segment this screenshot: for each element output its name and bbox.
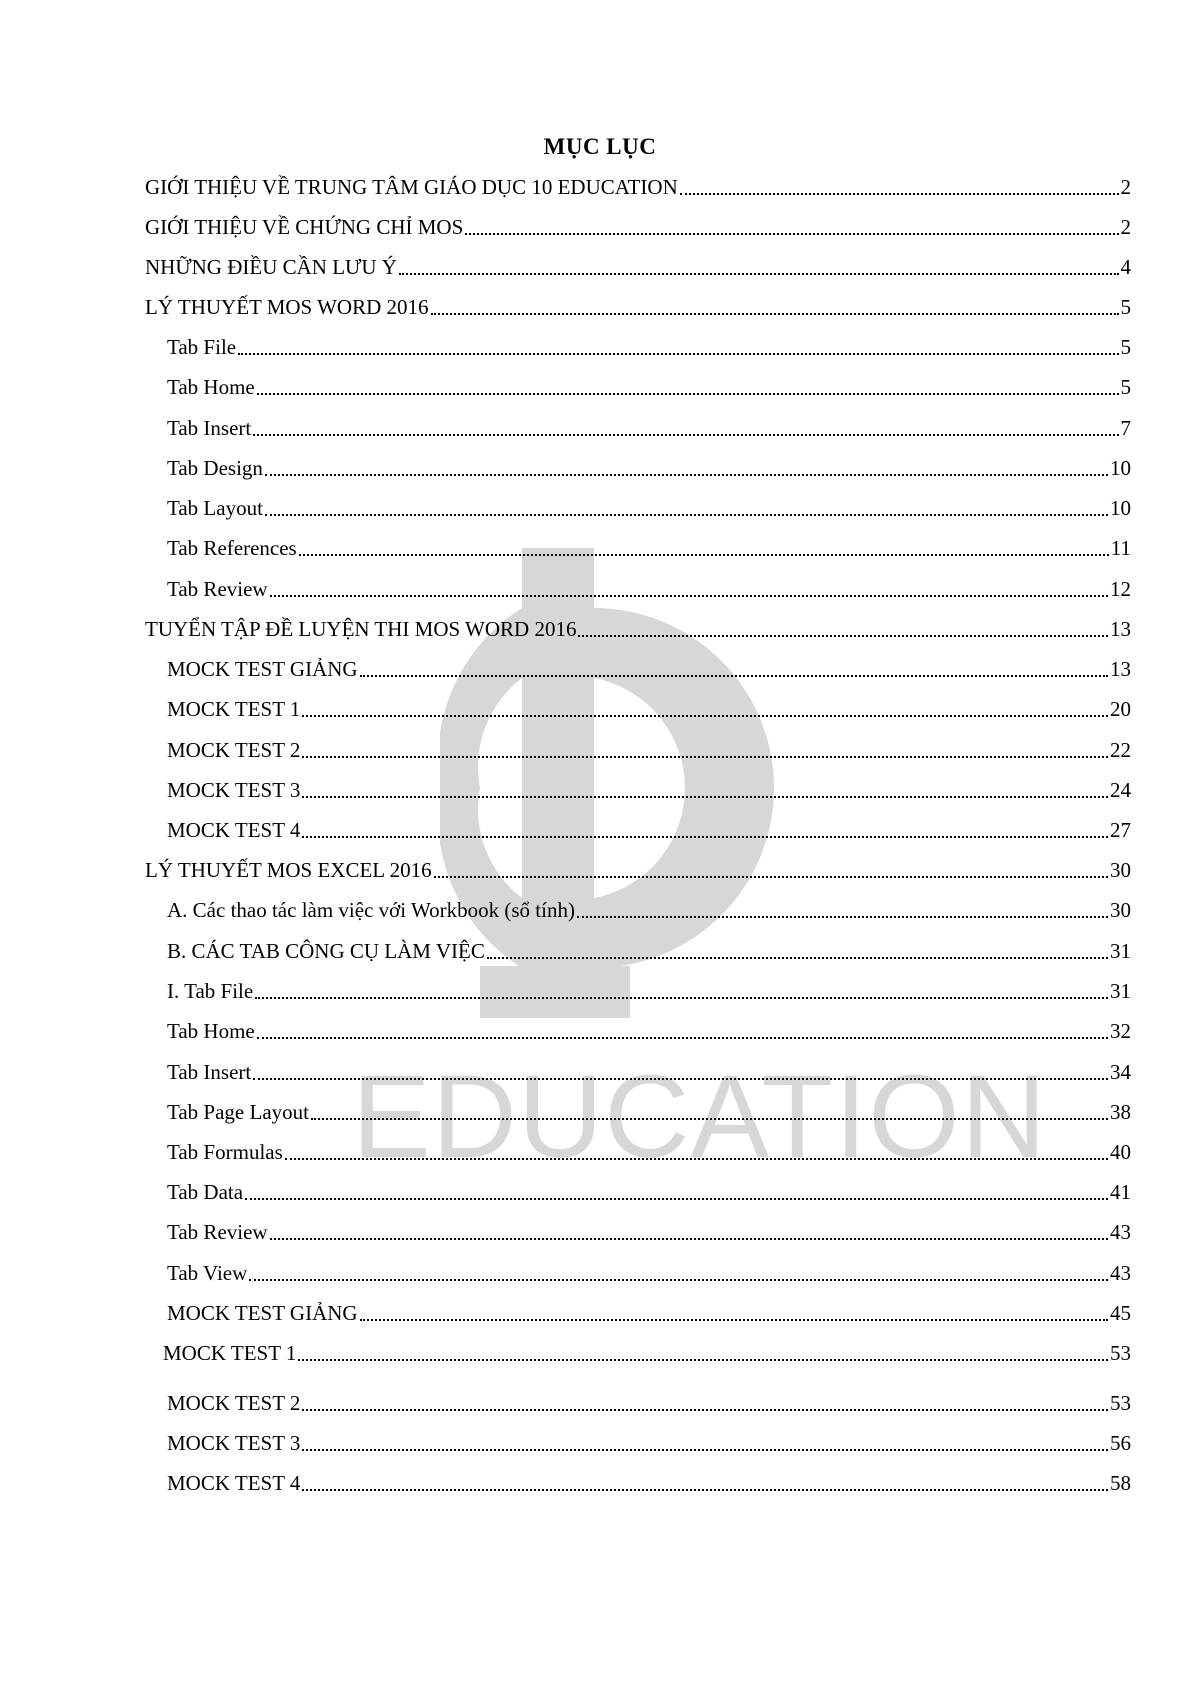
toc-page-number: 13 bbox=[1110, 657, 1131, 681]
toc-entry-text: Tab Data bbox=[167, 1180, 244, 1204]
toc-page-number: 20 bbox=[1110, 697, 1131, 721]
toc-leader bbox=[257, 393, 1119, 395]
toc-entry[interactable] bbox=[167, 453, 1131, 483]
toc-page-number: 2 bbox=[1120, 175, 1131, 199]
toc-leader bbox=[302, 1489, 1108, 1491]
toc-leader bbox=[399, 273, 1119, 275]
toc-leader bbox=[302, 756, 1108, 758]
toc-entry[interactable] bbox=[167, 895, 1131, 925]
toc-entry-text: MOCK TEST 2 bbox=[167, 1391, 301, 1415]
toc-page-number: 34 bbox=[1110, 1060, 1131, 1084]
toc-page-number: 58 bbox=[1110, 1471, 1131, 1495]
toc-entry[interactable] bbox=[167, 1468, 1131, 1498]
toc-entry-text: Tab Review bbox=[167, 577, 268, 601]
toc-leader bbox=[302, 715, 1108, 717]
toc-entry-text: LÝ THUYẾT MOS EXCEL 2016 bbox=[145, 858, 432, 882]
toc-leader bbox=[434, 876, 1108, 878]
toc-entry[interactable] bbox=[167, 1177, 1131, 1207]
toc-entry-text: MOCK TEST 3 bbox=[167, 1431, 301, 1455]
toc-leader bbox=[265, 474, 1108, 476]
toc-page-number: 53 bbox=[1110, 1341, 1131, 1365]
toc-page-number: 11 bbox=[1110, 536, 1131, 560]
toc-page-number: 22 bbox=[1110, 738, 1131, 762]
toc-entry-text: MOCK TEST 1 bbox=[163, 1341, 297, 1365]
toc-entry-text: Tab Review bbox=[167, 1220, 268, 1244]
toc-entry[interactable] bbox=[167, 413, 1131, 443]
toc-page-number: 43 bbox=[1110, 1261, 1131, 1285]
toc-entry[interactable] bbox=[145, 292, 1131, 322]
toc-page-number: 43 bbox=[1110, 1220, 1131, 1244]
toc-leader bbox=[299, 554, 1109, 556]
toc-page-number: 53 bbox=[1110, 1391, 1131, 1415]
toc-entry-text: I. Tab File bbox=[167, 979, 254, 1003]
toc-entry[interactable] bbox=[167, 1097, 1131, 1127]
toc-entry[interactable] bbox=[167, 1258, 1131, 1288]
toc-entry-text: Tab Home bbox=[167, 375, 255, 399]
toc-entry[interactable] bbox=[167, 654, 1131, 684]
toc-page-number: 40 bbox=[1110, 1140, 1131, 1164]
toc-entry-text: Tab Home bbox=[167, 1019, 255, 1043]
toc-leader bbox=[302, 1409, 1108, 1411]
toc-leader bbox=[465, 233, 1118, 235]
toc-entry[interactable] bbox=[167, 533, 1131, 563]
toc-leader bbox=[302, 1449, 1108, 1451]
toc-page-number: 27 bbox=[1110, 818, 1131, 842]
toc-leader bbox=[577, 916, 1108, 918]
toc-leader bbox=[265, 514, 1108, 516]
toc-entry[interactable] bbox=[167, 775, 1131, 805]
toc-entry[interactable] bbox=[145, 855, 1131, 885]
toc-entry-text: LÝ THUYẾT MOS WORD 2016 bbox=[145, 295, 429, 319]
toc-entry-text: Tab Page Layout bbox=[167, 1100, 309, 1124]
toc-entry[interactable] bbox=[167, 1388, 1131, 1418]
watermark-text: EDUCATION bbox=[352, 1051, 1048, 1183]
toc-leader bbox=[302, 796, 1108, 798]
toc-leader bbox=[680, 193, 1119, 195]
toc-title: MỤC LỤC bbox=[543, 134, 657, 159]
toc-page-number: 30 bbox=[1110, 858, 1131, 882]
toc-entry-text: B. CÁC TAB CÔNG CỤ LÀM VIỆC bbox=[167, 939, 485, 963]
toc-entry-text: MOCK TEST 2 bbox=[167, 738, 301, 762]
toc-page-number: 10 bbox=[1110, 496, 1131, 520]
toc-entry-text: Tab References bbox=[167, 536, 297, 560]
toc-page-number: 31 bbox=[1110, 979, 1131, 1003]
toc-leader bbox=[270, 1238, 1108, 1240]
toc-entry-text: Tab View bbox=[167, 1261, 248, 1285]
toc-entry[interactable] bbox=[167, 735, 1131, 765]
toc-page-number: 2 bbox=[1120, 215, 1131, 239]
toc-page-number: 7 bbox=[1120, 416, 1131, 440]
toc-entry-text: Tab Insert bbox=[167, 416, 252, 440]
toc-entry[interactable] bbox=[167, 694, 1131, 724]
toc-entry[interactable] bbox=[145, 252, 1131, 282]
toc-entry-text: NHỮNG ĐIỀU CẦN LƯU Ý bbox=[145, 255, 397, 279]
toc-entry[interactable] bbox=[163, 1338, 1131, 1368]
toc-entry-text: MOCK TEST 4 bbox=[167, 818, 301, 842]
toc-entry[interactable] bbox=[167, 936, 1131, 966]
toc-leader bbox=[360, 675, 1108, 677]
toc-entry-text: MOCK TEST 4 bbox=[167, 1471, 301, 1495]
toc-entry[interactable] bbox=[145, 212, 1131, 242]
toc-leader bbox=[270, 595, 1108, 597]
toc-entry[interactable] bbox=[167, 1057, 1131, 1087]
toc-entry[interactable] bbox=[167, 976, 1131, 1006]
toc-leader bbox=[245, 1198, 1108, 1200]
toc-entry-text: MOCK TEST GIẢNG bbox=[167, 657, 358, 681]
toc-leader bbox=[238, 353, 1118, 355]
toc-leader bbox=[285, 1158, 1108, 1160]
toc-entry[interactable] bbox=[145, 614, 1131, 644]
toc-entry[interactable] bbox=[167, 1428, 1131, 1458]
toc-entry[interactable] bbox=[167, 574, 1131, 604]
toc-entry-text: Tab File bbox=[167, 335, 237, 359]
toc-entry-text: Tab Insert bbox=[167, 1060, 252, 1084]
toc-leader bbox=[253, 1078, 1108, 1080]
toc-entry-text: Tab Layout bbox=[167, 496, 263, 520]
toc-page-number: 31 bbox=[1110, 939, 1131, 963]
toc-entry-text: Tab Formulas bbox=[167, 1140, 283, 1164]
toc-page-number: 56 bbox=[1110, 1431, 1131, 1455]
toc-entry-text: GIỚI THIỆU VỀ CHỨNG CHỈ MOS bbox=[145, 215, 464, 239]
toc-leader bbox=[255, 997, 1108, 999]
toc-entry[interactable] bbox=[167, 1016, 1131, 1046]
toc-page-number: 5 bbox=[1120, 375, 1131, 399]
toc-leader bbox=[298, 1359, 1108, 1361]
toc-leader bbox=[302, 836, 1108, 838]
toc-entry[interactable] bbox=[145, 172, 1131, 202]
toc-entry[interactable] bbox=[167, 1137, 1131, 1167]
toc-leader bbox=[360, 1319, 1108, 1321]
toc-page-number: 32 bbox=[1110, 1019, 1131, 1043]
toc-page-number: 24 bbox=[1110, 778, 1131, 802]
toc-entry[interactable] bbox=[167, 1298, 1131, 1328]
toc-entry-text: TUYỂN TẬP ĐỀ LUYỆN THI MOS WORD 2016 bbox=[145, 617, 577, 641]
toc-entry-text: MOCK TEST GIẢNG bbox=[167, 1301, 358, 1325]
toc-entry[interactable] bbox=[167, 493, 1131, 523]
toc-page-number: 5 bbox=[1120, 335, 1131, 359]
toc-entry-text: MOCK TEST 3 bbox=[167, 778, 301, 802]
toc-leader bbox=[487, 957, 1108, 959]
toc-leader bbox=[578, 635, 1108, 637]
toc-page-number: 13 bbox=[1110, 617, 1131, 641]
toc-page-number: 41 bbox=[1110, 1180, 1131, 1204]
toc-page-number: 45 bbox=[1110, 1301, 1131, 1325]
toc-leader bbox=[253, 434, 1118, 436]
toc-entry-text: MOCK TEST 1 bbox=[167, 697, 301, 721]
toc-leader bbox=[257, 1037, 1108, 1039]
toc-page-number: 4 bbox=[1120, 255, 1131, 279]
toc-entry[interactable] bbox=[167, 332, 1131, 362]
toc-entry[interactable] bbox=[167, 1217, 1131, 1247]
toc-leader bbox=[249, 1279, 1108, 1281]
toc-leader bbox=[431, 313, 1119, 315]
toc-page-number: 10 bbox=[1110, 456, 1131, 480]
toc-entry-text: A. Các thao tác làm việc với Workbook (sổ tính) bbox=[167, 898, 575, 922]
toc-entry-text: Tab Design bbox=[167, 456, 263, 480]
toc-page-number: 30 bbox=[1110, 898, 1131, 922]
toc-page-number: 38 bbox=[1110, 1100, 1131, 1124]
toc-page-number: 5 bbox=[1120, 295, 1131, 319]
toc-entry[interactable] bbox=[167, 372, 1131, 402]
toc-entry[interactable] bbox=[167, 815, 1131, 845]
toc-leader bbox=[311, 1118, 1108, 1120]
toc-page-number: 12 bbox=[1110, 577, 1131, 601]
toc-entry-text: GIỚI THIỆU VỀ TRUNG TÂM GIÁO DỤC 10 EDUCATION bbox=[145, 175, 678, 199]
